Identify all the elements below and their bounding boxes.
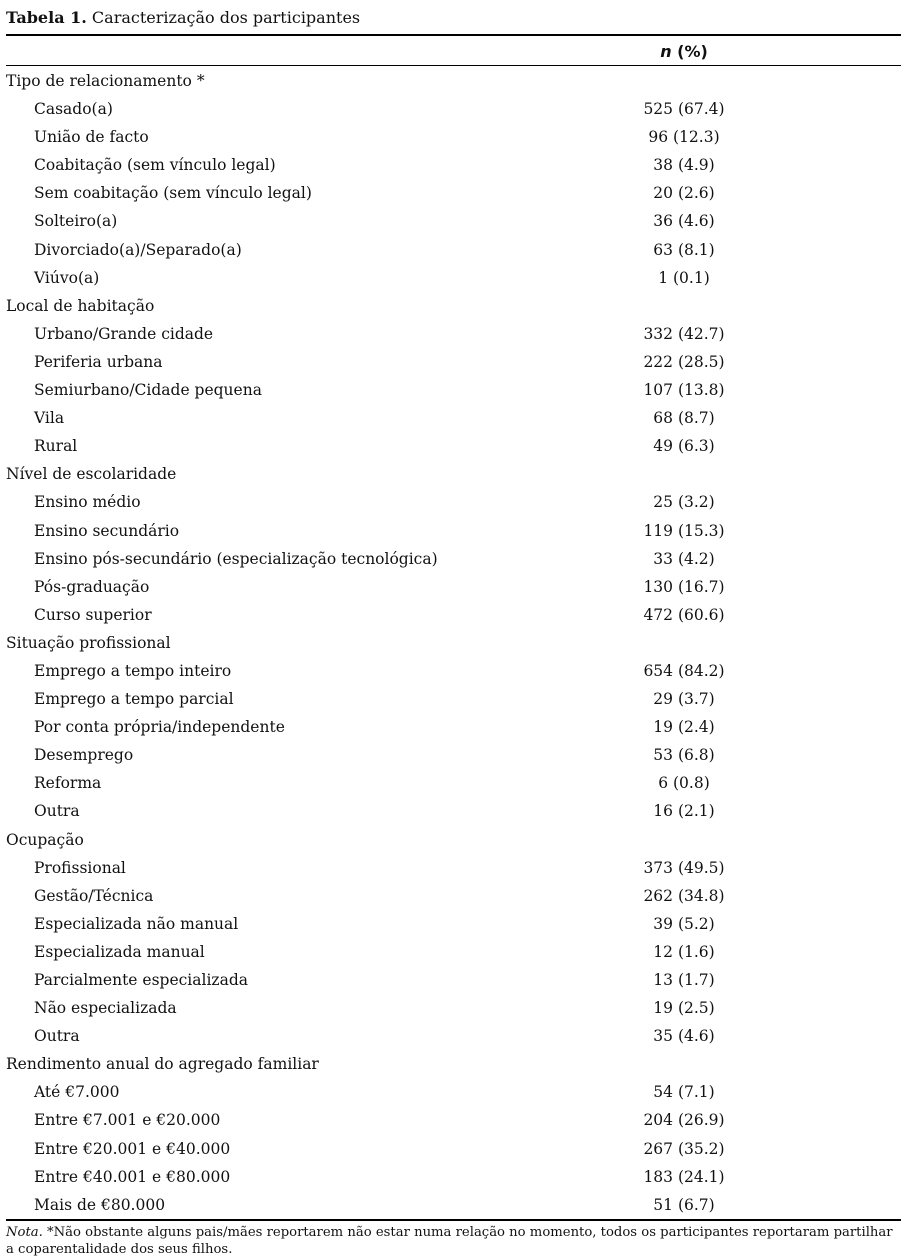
table-row [0,938,908,966]
row-label: Por conta própria/independente [34,718,285,737]
category-label: Local de habitação [6,296,155,315]
note-text: *Não obstante alguns pais/mães reportarem não estar numa relação no momento, todos os participantes reportaram partilhar a coparentalidade dos seus filhos. [6,1225,893,1257]
note-label: Nota. [6,1225,43,1240]
table-row [0,179,908,207]
row-value: 204 (26.9) [643,1111,725,1130]
row-label: Pós-graduação [34,577,150,596]
header-rule [6,65,901,66]
row-value: 39 (5.2) [653,914,715,933]
row-label: Reforma [34,774,102,793]
category-row [0,826,908,854]
table-row [0,151,908,179]
row-label: Urbano/Grande cidade [34,324,214,343]
table-row [0,713,908,741]
row-label: Casado(a) [34,100,113,119]
row-value: 36 (4.6) [653,212,715,231]
table-row [0,1078,908,1106]
table-row [0,882,908,910]
row-label: Profissional [34,858,126,877]
row-value: 35 (4.6) [653,1027,715,1046]
row-label: Entre €40.001 e €80.000 [34,1167,231,1186]
table-row [0,657,908,685]
row-label: Desemprego [34,746,134,765]
column-header-n: n [660,42,672,61]
row-value: 25 (3.2) [653,493,715,512]
table-title-text: Caracterização dos participantes [91,8,361,27]
row-value: 53 (6.8) [653,746,715,765]
row-label: Curso superior [34,605,152,624]
table-row [0,95,908,123]
table-row [0,601,908,629]
table-row [0,432,908,460]
table-row [0,910,908,938]
row-value: 332 (42.7) [643,324,725,343]
row-value: 16 (2.1) [653,802,715,821]
category-label: Rendimento anual do agregado familiar [6,1055,319,1074]
category-row [0,67,908,95]
table-row [0,488,908,516]
row-label: Especializada não manual [34,914,239,933]
table-row [0,966,908,994]
table-row [0,348,908,376]
table-body [0,67,908,1219]
row-value: 654 (84.2) [643,661,725,680]
table-row [0,207,908,235]
table-title-number: Tabela 1. [6,8,87,27]
table-row [0,741,908,769]
row-label: Outra [34,802,80,821]
category-row [0,1050,908,1078]
bottom-rule [6,1219,901,1221]
row-value: 1 (0.1) [658,268,710,287]
row-label: Emprego a tempo parcial [34,690,234,709]
row-label: Solteiro(a) [34,212,118,231]
row-value: 130 (16.7) [643,577,725,596]
row-value: 29 (3.7) [653,690,715,709]
row-value: 525 (67.4) [643,100,725,119]
table-row [0,376,908,404]
row-value: 107 (13.8) [643,381,725,400]
row-value: 96 (12.3) [648,128,720,147]
table-row [0,685,908,713]
row-label: Outra [34,1027,80,1046]
row-label: Periferia urbana [34,352,163,371]
row-label: Viúvo(a) [34,268,100,287]
row-value: 472 (60.6) [643,605,725,624]
table-row [0,797,908,825]
table-row [0,854,908,882]
table-row [0,994,908,1022]
table-row [0,236,908,264]
row-value: 267 (35.2) [643,1139,725,1158]
top-rule [6,34,901,36]
row-value: 68 (8.7) [653,409,715,428]
table-row [0,1163,908,1191]
row-value: 54 (7.1) [653,1083,715,1102]
row-label: Coabitação (sem vínculo legal) [34,156,276,175]
row-value: 19 (2.5) [653,999,715,1018]
row-label: Semiurbano/Cidade pequena [34,381,262,400]
row-value: 38 (4.9) [653,156,715,175]
table-row [0,545,908,573]
row-value: 119 (15.3) [643,521,725,540]
category-label: Ocupação [6,830,84,849]
row-label: Vila [34,409,65,428]
table-title [6,8,360,27]
table-row [0,1191,908,1219]
table-row [0,1135,908,1163]
column-header [600,42,768,61]
category-row [0,292,908,320]
row-label: Parcialmente especializada [34,971,248,989]
row-label: Divorciado(a)/Separado(a) [34,240,242,259]
row-value: 373 (49.5) [643,858,725,877]
row-label: Mais de €80.000 [34,1195,166,1214]
category-row [0,629,908,657]
row-label: Gestão/Técnica [34,886,154,905]
category-label: Nível de escolaridade [6,465,177,484]
table-row [0,264,908,292]
row-label: Ensino médio [34,493,141,512]
row-value: 63 (8.1) [653,240,715,259]
table-row [0,769,908,797]
row-value: 19 (2.4) [653,718,715,737]
row-value: 6 (0.8) [658,774,710,793]
row-value: 51 (6.7) [653,1195,715,1214]
table-note [6,1224,904,1258]
row-label: Até €7.000 [34,1083,120,1102]
row-label: Não especializada [34,999,177,1018]
row-value: 20 (2.6) [653,184,715,203]
table-row [0,517,908,545]
row-value: 222 (28.5) [643,352,725,371]
table-row [0,1022,908,1050]
row-value: 12 (1.6) [653,942,715,961]
row-label: Ensino pós-secundário (especialização tecnológica) [34,549,438,568]
row-value: 33 (4.2) [653,549,715,568]
category-label: Situação profissional [6,633,171,652]
category-label: Tipo de relacionamento * [6,72,205,90]
table-row [0,123,908,151]
row-label: Ensino secundário [34,521,180,540]
row-value: 262 (34.8) [643,886,725,905]
table-row [0,573,908,601]
row-label: Entre €20.001 e €40.000 [34,1139,231,1158]
row-value: 183 (24.1) [643,1167,725,1186]
row-label: Emprego a tempo inteiro [34,661,232,680]
column-header-percent: (%) [677,42,708,61]
row-label: União de facto [34,128,149,147]
row-label: Entre €7.001 e €20.000 [34,1111,221,1130]
category-row [0,460,908,488]
table-row [0,404,908,432]
table-row [0,320,908,348]
row-value: 13 (1.7) [653,971,715,989]
row-value: 49 (6.3) [653,437,715,456]
row-label: Rural [34,437,78,456]
row-label: Sem coabitação (sem vínculo legal) [34,184,312,203]
table-row [0,1106,908,1134]
row-label: Especializada manual [34,942,205,961]
